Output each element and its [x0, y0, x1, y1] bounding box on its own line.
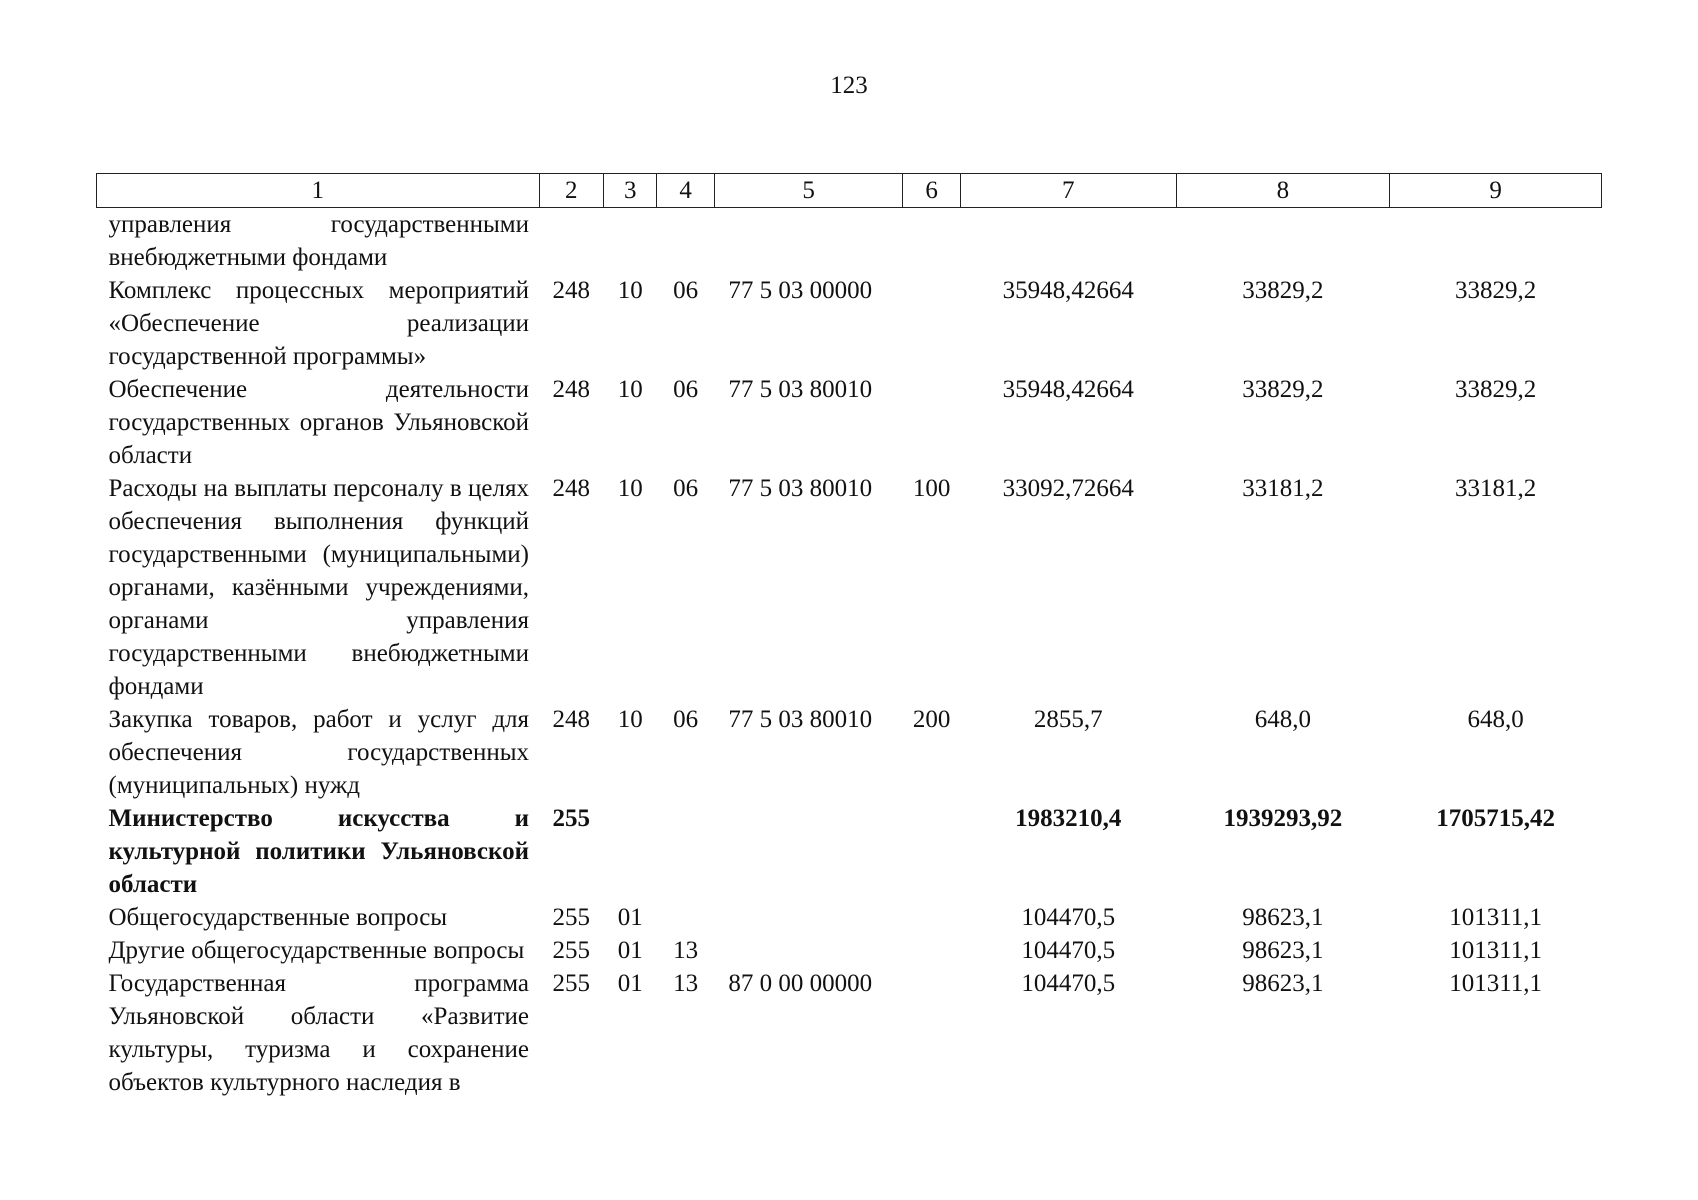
row-section-code: 10 — [617, 277, 643, 304]
row-amount-year3: 101311,1 — [1449, 904, 1543, 931]
row-admin-code: 248 — [552, 706, 591, 733]
row-amount-year2: 1939293,92 — [1223, 805, 1343, 832]
row-amount-year1: 33092,72664 — [1002, 475, 1134, 502]
row-amount-year2: 33829,2 — [1242, 277, 1324, 304]
row-amount-year2: 98623,1 — [1242, 970, 1324, 997]
row-admin-code: 255 — [552, 937, 591, 964]
row-name-cell: Другие общегосударственные вопросы — [108, 937, 525, 964]
row-subsection-code — [657, 802, 714, 901]
row-amount-year3: 101311,1 — [1449, 937, 1543, 964]
row-target-code: 77 5 03 80010 — [728, 706, 873, 733]
row-target-code: 77 5 03 80010 — [728, 475, 873, 502]
row-section-code: 01 — [617, 904, 643, 931]
row-section-code: 01 — [617, 970, 643, 997]
row-amount-year2 — [1176, 208, 1390, 275]
column-header: 1 — [97, 174, 540, 208]
row-amount-year2: 98623,1 — [1242, 904, 1324, 931]
row-name-cell: Министерство искусства и культурной политики Ульяновской области — [108, 805, 530, 898]
row-admin-code: 248 — [552, 475, 591, 502]
row-amount-year2: 33181,2 — [1242, 475, 1324, 502]
row-target-code — [714, 208, 903, 275]
row-amount-year3: 1705715,42 — [1436, 805, 1555, 832]
row-section-code — [604, 802, 657, 901]
row-amount-year1: 35948,42664 — [1002, 376, 1134, 403]
row-amount-year3: 101311,1 — [1449, 970, 1543, 997]
row-subsection-code: 06 — [673, 706, 699, 733]
table-row — [97, 901, 1602, 934]
table-row — [97, 703, 1602, 802]
row-amount-year1: 104470,5 — [1021, 904, 1116, 931]
row-amount-year2: 648,0 — [1254, 706, 1312, 733]
column-header: 4 — [657, 174, 714, 208]
row-admin-code — [539, 208, 604, 275]
column-header: 5 — [714, 174, 903, 208]
column-header: 9 — [1390, 174, 1602, 208]
table-row — [97, 934, 1602, 967]
budget-table — [96, 173, 1602, 1099]
row-expense-type — [903, 208, 960, 275]
row-name-cell: Расходы на выплаты персоналу в целях обеспечения выполнения функций государственными (муниципальными) органами, казёнными учреждениями, органами управления государственными внебюджетными фондами — [108, 475, 530, 700]
row-admin-code: 248 — [552, 376, 591, 403]
row-expense-type — [903, 373, 960, 472]
row-expense-type: 100 — [912, 475, 951, 502]
row-section-code: 01 — [617, 937, 643, 964]
row-name-cell: Комплекс процессных мероприятий «Обеспечение реализации государственной программы» — [108, 277, 530, 370]
page-number: 123 — [830, 72, 868, 99]
row-amount-year3: 33181,2 — [1455, 475, 1537, 502]
row-subsection-code: 13 — [673, 937, 699, 964]
row-name-cell: Закупка товаров, работ и услуг для обеспечения государственных (муниципальных) нужд — [108, 706, 530, 799]
row-admin-code: 255 — [552, 904, 591, 931]
row-subsection-code: 06 — [673, 376, 699, 403]
row-name-cell: Обеспечение деятельности государственных органов Ульяновской области — [108, 376, 530, 469]
row-amount-year1: 2855,7 — [1033, 706, 1103, 733]
row-admin-code: 248 — [552, 277, 591, 304]
row-amount-year2: 33829,2 — [1242, 376, 1324, 403]
column-header: 3 — [604, 174, 657, 208]
column-header: 2 — [539, 174, 604, 208]
row-subsection-code: 06 — [673, 475, 699, 502]
row-target-code: 77 5 03 00000 — [728, 277, 873, 304]
table-row — [97, 967, 1602, 1099]
table-row — [97, 274, 1602, 373]
column-header: 7 — [960, 174, 1176, 208]
row-amount-year3: 33829,2 — [1455, 376, 1537, 403]
row-amount-year1 — [960, 208, 1176, 275]
row-target-code: 87 0 00 00000 — [728, 970, 873, 997]
header-row — [97, 174, 1602, 208]
row-name-cell: Общегосударственные вопросы — [108, 904, 448, 931]
row-subsection-code: 13 — [673, 970, 699, 997]
table-row — [97, 472, 1602, 703]
row-amount-year2: 98623,1 — [1242, 937, 1324, 964]
row-amount-year1: 1983210,4 — [1015, 805, 1122, 832]
column-header: 8 — [1176, 174, 1390, 208]
row-name-cell: Государственная программа Ульяновской области «Развитие культуры, туризма и сохранение объектов культурного наследия в — [108, 970, 530, 1096]
row-amount-year1: 104470,5 — [1021, 937, 1116, 964]
row-subsection-code — [657, 901, 714, 934]
row-expense-type — [903, 802, 960, 901]
row-expense-type — [903, 274, 960, 373]
row-amount-year1: 104470,5 — [1021, 970, 1116, 997]
column-header: 6 — [903, 174, 960, 208]
row-amount-year3: 33829,2 — [1455, 277, 1537, 304]
row-target-code — [714, 934, 903, 967]
row-expense-type — [903, 967, 960, 1099]
row-target-code — [714, 901, 903, 934]
row-expense-type: 200 — [912, 706, 951, 733]
row-name-cell: управления государственными внебюджетными фондами — [108, 211, 530, 271]
row-target-code — [714, 802, 903, 901]
table-body — [97, 208, 1602, 1100]
table-row — [97, 373, 1602, 472]
row-amount-year3 — [1390, 208, 1602, 275]
row-subsection-code — [657, 208, 714, 275]
row-target-code: 77 5 03 80010 — [728, 376, 873, 403]
row-admin-code: 255 — [552, 805, 591, 832]
row-admin-code: 255 — [552, 970, 591, 997]
row-expense-type — [903, 901, 960, 934]
row-section-code: 10 — [617, 376, 643, 403]
row-amount-year1: 35948,42664 — [1002, 277, 1134, 304]
row-section-code: 10 — [617, 706, 643, 733]
row-subsection-code: 06 — [673, 277, 699, 304]
table-row — [97, 802, 1602, 901]
table-row — [97, 208, 1602, 275]
row-section-code: 10 — [617, 475, 643, 502]
row-expense-type — [903, 934, 960, 967]
row-section-code — [604, 208, 657, 275]
row-amount-year3: 648,0 — [1467, 706, 1524, 733]
